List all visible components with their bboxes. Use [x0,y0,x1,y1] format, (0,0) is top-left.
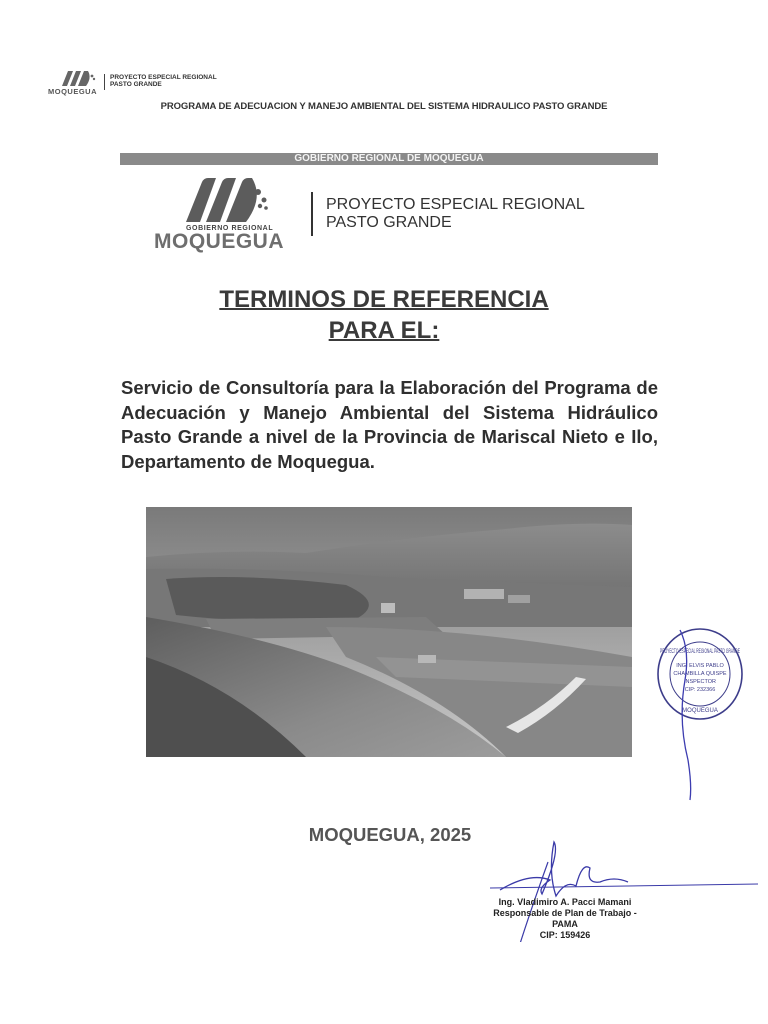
gov-bar: GOBIERNO REGIONAL DE MOQUEGUA [120,153,658,165]
stamp-ring-text: PROYECTO ESPECIAL REGIONAL PASTO GRANDE [660,649,740,655]
header-logo [48,68,248,98]
stamp-bottom-text: MOQUEGUA [682,708,718,714]
header-logo-text-line1: PROYECTO ESPECIAL REGIONAL [110,74,217,81]
service-description: Servicio de Consultoría para la Elaboración del Programa de Adecuación y Manejo Ambiental del Sistema Hidráulico Pasto Grande a nivel de la Provincia de Mariscal Nieto e Ilo, Departamento de Moquegua. [121,377,658,472]
header-logo-divider [104,74,105,90]
project-line2: PASTO GRANDE [326,214,452,231]
title-line2: PARA EL: [328,317,440,344]
stamp-inner-line2: CHAMBILLA QUISPE [673,671,727,677]
city-year: MOQUEGUA, 2025 [308,824,472,845]
signer-role-line1: Responsable de Plan de Trabajo - [493,908,637,918]
header-logo-text-line2: PASTO GRANDE [110,81,162,88]
reservoir-photo [146,507,632,757]
program-header: PROGRAMA DE ADECUACION Y MANEJO AMBIENTAL DEL SISTEMA HIDRAULICO PASTO GRANDE [160,101,608,112]
signer-cip: CIP: 159426 [539,930,591,940]
stamp-inner-line3: INSPECTOR [684,679,716,685]
project-line1: PROYECTO ESPECIAL REGIONAL [326,196,585,213]
main-logo-divider [311,192,313,236]
moquegua-logo-mark-icon [180,174,270,226]
signature-block [490,897,640,941]
stamp-inner-line1: ING. ELVIS PABLO [676,663,724,669]
signer-role-line2: PAMA [552,919,578,929]
header-logo-text [110,74,217,88]
moquegua-logo-mark-icon [48,68,100,88]
main-logo-word: MOQUEGUA [154,230,284,253]
document-title [0,284,768,346]
stamp-inner-line4: CIP: 232366 [684,687,716,693]
main-logo [150,172,600,254]
title-line1: TERMINOS DE REFERENCIA [219,286,549,313]
main-logo-project-text [326,196,585,232]
header-logo-word: MOQUEGUA [48,87,97,96]
main-logo-gov-label: GOBIERNO REGIONAL [186,225,274,232]
stamp-signature-stroke [660,620,730,820]
signer-name: Ing. Vladimiro A. Pacci Mamani [498,897,632,907]
